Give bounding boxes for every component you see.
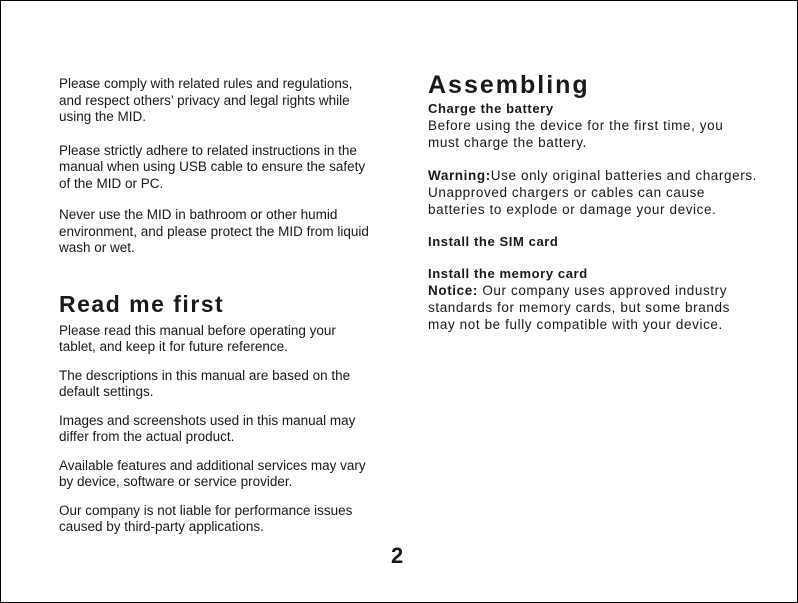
notice-text: Our company uses approved industry standards for memory cards, but some brands may not be fully compatible with your device. <box>428 283 730 332</box>
spacer <box>428 218 758 234</box>
install-memory-heading: Install the memory card <box>428 266 588 281</box>
right-column <box>428 70 758 333</box>
install-sim-heading: Install the SIM card <box>428 234 559 249</box>
warning-label: Warning: <box>428 168 491 183</box>
charge-battery-text: Before using the device for the first time, you must charge the battery. <box>428 118 724 150</box>
warning-text: Use only original batteries and chargers. Unapproved chargers or cables can cause batteries to explode or damage your device. <box>428 168 758 217</box>
left-column <box>59 76 369 548</box>
spacer <box>428 250 758 266</box>
notice-label: Notice: <box>428 283 478 298</box>
read-me-first-paragraph-5: Our company is not liable for performance issues caused by third-party applications. <box>59 502 353 534</box>
page-number: 2 <box>391 543 404 568</box>
read-me-first-title: Read me first <box>59 290 225 317</box>
intro-paragraph-3: Never use the MID in bathroom or other humid environment, and please protect the MID from liquid wash or wet. <box>59 207 369 255</box>
intro-paragraph-2: Please strictly adhere to related instructions in the manual when using USB cable to ensure the safety of the MID or PC. <box>59 142 366 191</box>
read-me-first-paragraph-1: Please read this manual before operating your tablet, and keep it for future reference. <box>59 322 336 354</box>
assembling-title: Assembling <box>428 71 590 99</box>
spacer <box>428 151 758 167</box>
intro-paragraph-1: Please comply with related rules and regulations, and respect others’ privacy and legal rights while using the MID. <box>59 76 353 124</box>
read-me-first-paragraph-4: Available features and additional services may vary by device, software or service provider. <box>59 457 366 489</box>
notice-paragraph <box>428 282 758 333</box>
charge-battery-heading: Charge the battery <box>428 101 554 116</box>
warning-paragraph <box>428 167 758 218</box>
read-me-first-paragraph-2: The descriptions in this manual are based on the default settings. <box>59 367 351 399</box>
read-me-first-paragraph-3: Images and screenshots used in this manual may differ from the actual product. <box>59 412 356 444</box>
